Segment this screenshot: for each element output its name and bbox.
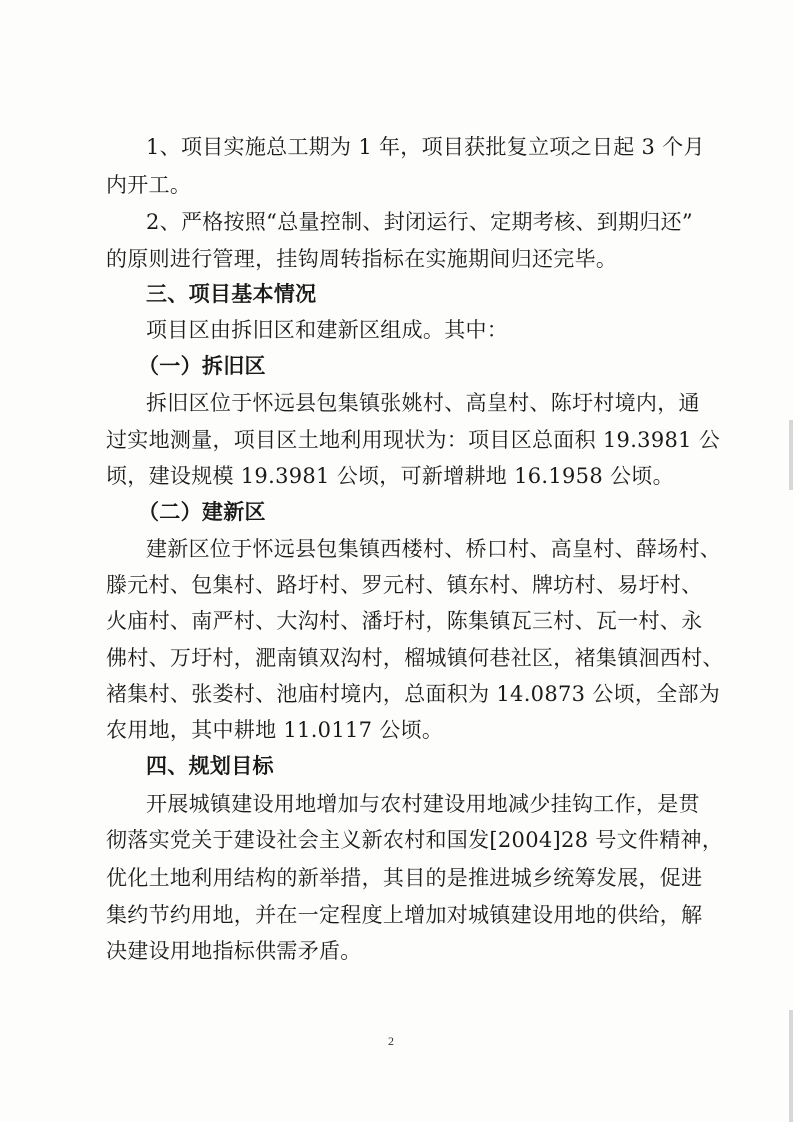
para-2-line-1: 2、严格按照“总量控制、封闭运行、定期考核、到期归还” — [146, 210, 693, 234]
para-6-line-2: 彻落实党关于建设社会主义新农村和国发[2004]28 号文件精神， — [106, 828, 724, 852]
para-6-line-1: 开展城镇建设用地增加与农村建设用地减少挂钩工作，是贯 — [146, 792, 700, 816]
subsection-heading-2: （二）建新区 — [138, 499, 266, 524]
para-5-line-6: 农用地，其中耕地 11.0117 公顷。 — [106, 718, 444, 742]
para-5-line-2: 滕元村、包集村、路圩村、罗元村、镇东村、牌坊村、易圩村、 — [106, 573, 703, 597]
para-5-line-4: 佛村、万圩村，淝南镇双沟村，榴城镇何巷社区，褚集镇洄西村、 — [106, 646, 724, 670]
para-5-line-5: 褚集村、张娄村、池庙村境内，总面积为 14.0873 公顷，全部为 — [106, 682, 721, 706]
para-4-line-2: 过实地测量，项目区土地利用现状为：项目区总面积 19.3981 公 — [106, 428, 721, 452]
para-5-line-1: 建新区位于怀远县包集镇西楼村、桥口村、高皇村、薛场村、 — [146, 537, 722, 561]
para-3-line-1: 项目区由拆旧区和建新区组成。其中： — [146, 318, 509, 342]
para-6-line-3: 优化土地利用结构的新举措，其目的是推进城乡统筹发展，促进 — [106, 866, 703, 890]
section-heading-4: 四、规划目标 — [146, 753, 274, 778]
para-1-line-2: 内开工。 — [106, 173, 192, 197]
para-6-line-4: 集约节约用地，并在一定程度上增加对城镇建设用地的供给，解 — [106, 903, 703, 927]
page-number: 2 — [388, 1034, 394, 1048]
para-1-line-1: 1、项目实施总工期为 1 年，项目获批复立项之日起 3 个月 — [146, 135, 705, 159]
section-heading-3: 三、项目基本情况 — [146, 281, 317, 306]
para-6-line-5: 决建设用地指标供需矛盾。 — [106, 939, 362, 963]
scan-edge-mark — [789, 420, 793, 490]
para-4-line-1: 拆旧区位于怀远县包集镇张姚村、高皇村、陈圩村境内，通 — [146, 391, 700, 415]
subsection-heading-1: （一）拆旧区 — [138, 353, 266, 378]
para-5-line-3: 火庙村、南严村、大沟村、潘圩村，陈集镇瓦三村、瓦一村、永 — [106, 609, 703, 633]
scan-edge-mark — [789, 1010, 793, 1122]
para-4-line-3: 顷，建设规模 19.3981 公顷，可新增耕地 16.1958 公顷。 — [106, 464, 674, 488]
para-2-line-2: 的原则进行管理，挂钩周转指标在实施期间归还完毕。 — [106, 247, 618, 271]
